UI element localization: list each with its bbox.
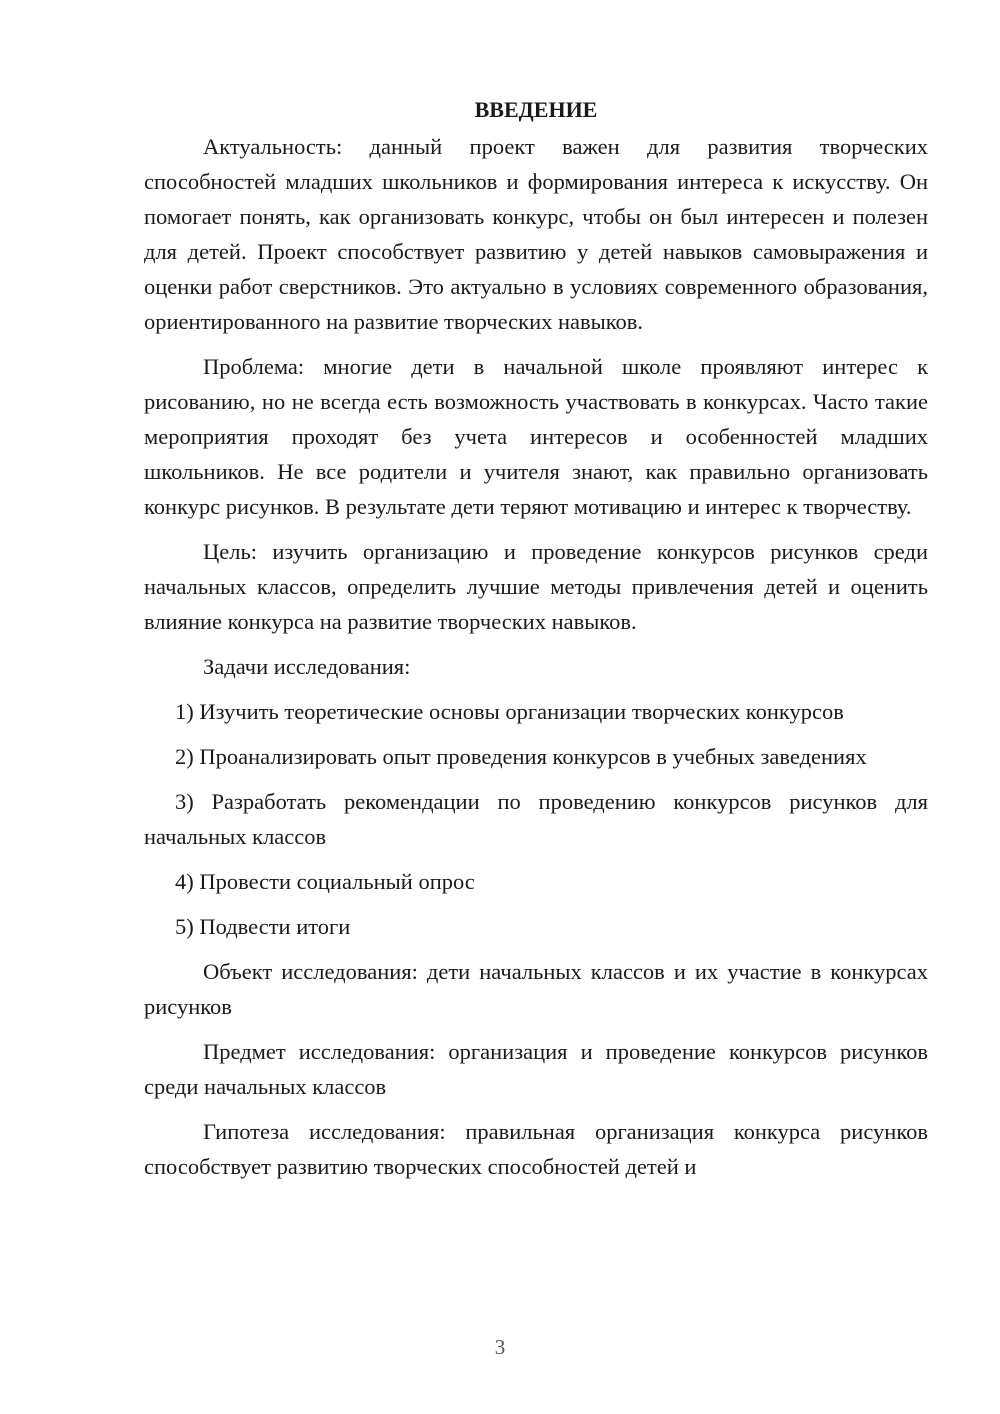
task-item: 2) Проанализировать опыт проведения конкурсов в учебных заведениях (175, 744, 867, 769)
task-item: 4) Провести социальный опрос (175, 869, 475, 894)
paragraph-hypothesis: Гипотеза исследования: правильная организация конкурса рисунков способствует развитию творческих способностей детей и (144, 1119, 928, 1179)
task-item: 5) Подвести итоги (175, 914, 351, 939)
task-item: 1) Изучить теоретические основы организации творческих конкурсов (175, 699, 844, 724)
page-number: 3 (494, 1335, 506, 1359)
paragraph-problem: Проблема: многие дети в начальной школе проявляют интерес к рисованию, но не всегда есть возможность участвовать в конкурсах. Часто такие мероприятия проходят без учета интересов и особенностей младших школьников. Не все родители и учителя знают, как правильно организовать конкурс рисунков. В результате дети теряют мотивацию и интерес к творчеству. (144, 354, 928, 519)
section-title: ВВЕДЕНИЕ (474, 97, 598, 122)
paragraph-relevance: Актуальность: данный проект важен для развития творческих способностей младших школьников и формирования интереса к искусству. Он помогает понять, как организовать конкурс, чтобы он был интересен и полезен для детей. Проект способствует развитию у детей навыков самовыражения и оценки работ сверстников. Это актуально в условиях современного образования, ориентированного на развитие творческих навыков. (144, 134, 928, 334)
page-body (144, 92, 928, 1194)
paragraph-subject: Предмет исследования: организация и проведение конкурсов рисунков среди начальных классов (144, 1039, 928, 1099)
paragraph-object: Объект исследования: дети начальных классов и их участие в конкурсах рисунков (144, 959, 928, 1019)
paragraph-goal: Цель: изучить организацию и проведение конкурсов рисунков среди начальных классов, определить лучшие методы привлечения детей и оценить влияние конкурса на развитие творческих навыков. (144, 539, 928, 634)
task-item: 3) Разработать рекомендации по проведению конкурсов рисунков для начальных классов (144, 789, 928, 849)
tasks-heading: Задачи исследования: (203, 654, 411, 679)
